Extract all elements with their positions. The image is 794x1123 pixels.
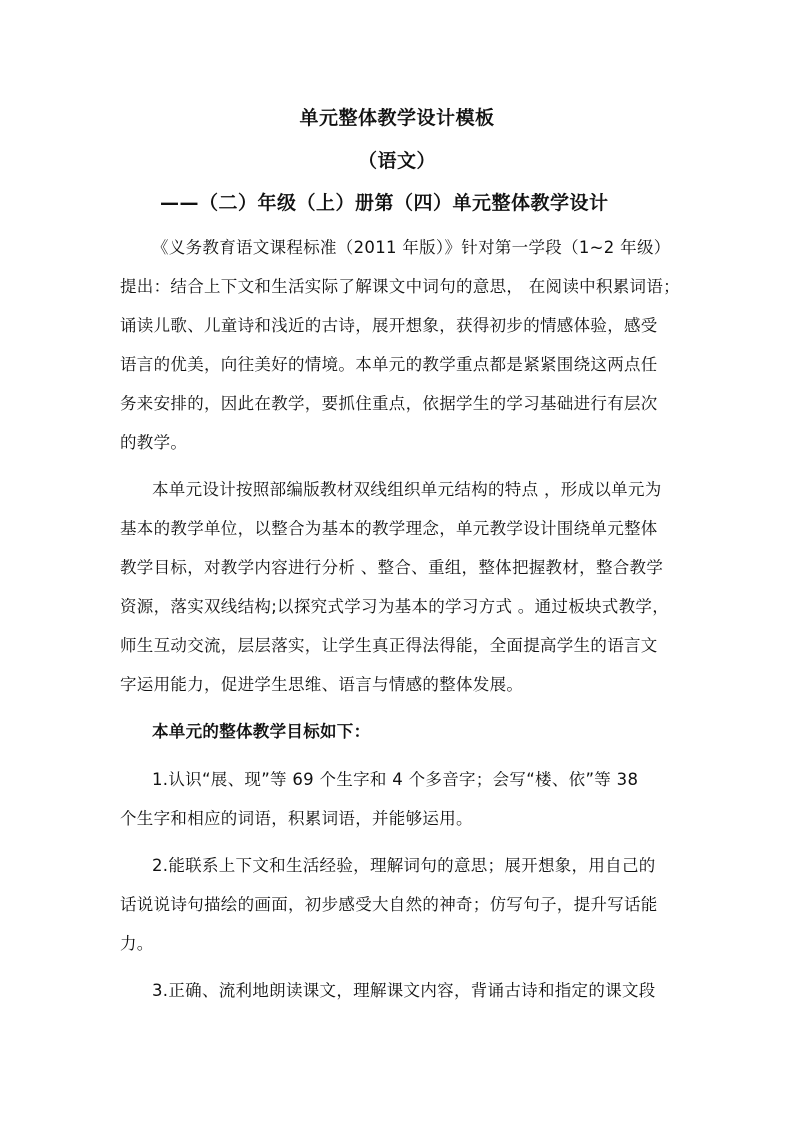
paragraph2-line: 本单元设计按照部编版教材双线组织单元结构的特点 ，形成以单元为 <box>152 480 662 499</box>
goal2-line: 力。 <box>120 934 154 953</box>
goal2-line: 话说说诗句描绘的画面，初步感受大自然的神奇；仿写句子，提升写话能 <box>120 895 658 914</box>
paragraph1-line: 务来安排的，因此在教学，要抓住重点，依据学生的学习基础进行有层次 <box>120 394 658 413</box>
goal1-line: 个生字和相应的词语，积累词语，并能够运用。 <box>120 809 473 828</box>
document-subtitle: （语文） <box>357 150 436 172</box>
goal1-line: 1.认识“展、现”等 69 个生字和 4 个多音字；会写“楼、依”等 38 <box>152 770 639 789</box>
paragraph1-line: 提出：结合上下文和生活实际了解课文中词句的意思， 在阅读中积累词语； <box>120 277 680 296</box>
paragraph1-line: 语言的优美，向往美好的情境。本单元的教学重点都是紧紧围绕这两点任 <box>120 355 658 374</box>
paragraph2-line: 字运用能力，促进学生思维、语言与情感的整体发展。 <box>120 675 524 694</box>
paragraph1-line: 的教学。 <box>120 433 188 452</box>
paragraph2-line: 师生互动交流，层层落实，让学生真正得法得能，全面提高学生的语言文 <box>120 636 658 655</box>
goal2-line: 2.能联系上下文和生活经验，理解词句的意思；展开想象，用自己的 <box>152 856 656 875</box>
document-title: 单元整体教学设计模板 <box>299 107 495 129</box>
goal3-line: 3.正确、流利地朗读课文，理解课文内容，背诵古诗和指定的课文段 <box>152 981 656 1000</box>
paragraph1-line: 《义务教育语文课程标准（2011 年版）》针对第一学段（1~2 年级） <box>152 238 671 257</box>
paragraph2-line: 基本的教学单位，以整合为基本的教学理念，单元教学设计围绕单元整体 <box>120 519 658 538</box>
paragraph2-line: 教学目标，对教学内容进行分析 、整合、重组，整体把握教材，整合教学 <box>120 558 664 577</box>
document-heading: ——（二）年级（上）册第（四）单元整体教学设计 <box>160 192 609 214</box>
goals-heading: 本单元的整体教学目标如下： <box>152 722 371 741</box>
paragraph2-line: 资源，落实双线结构;以探究式学习为基本的学习方式 。通过板块式教学， <box>120 597 670 616</box>
paragraph1-line: 诵读儿歌、儿童诗和浅近的古诗，展开想象，获得初步的情感体验，感受 <box>120 316 658 335</box>
